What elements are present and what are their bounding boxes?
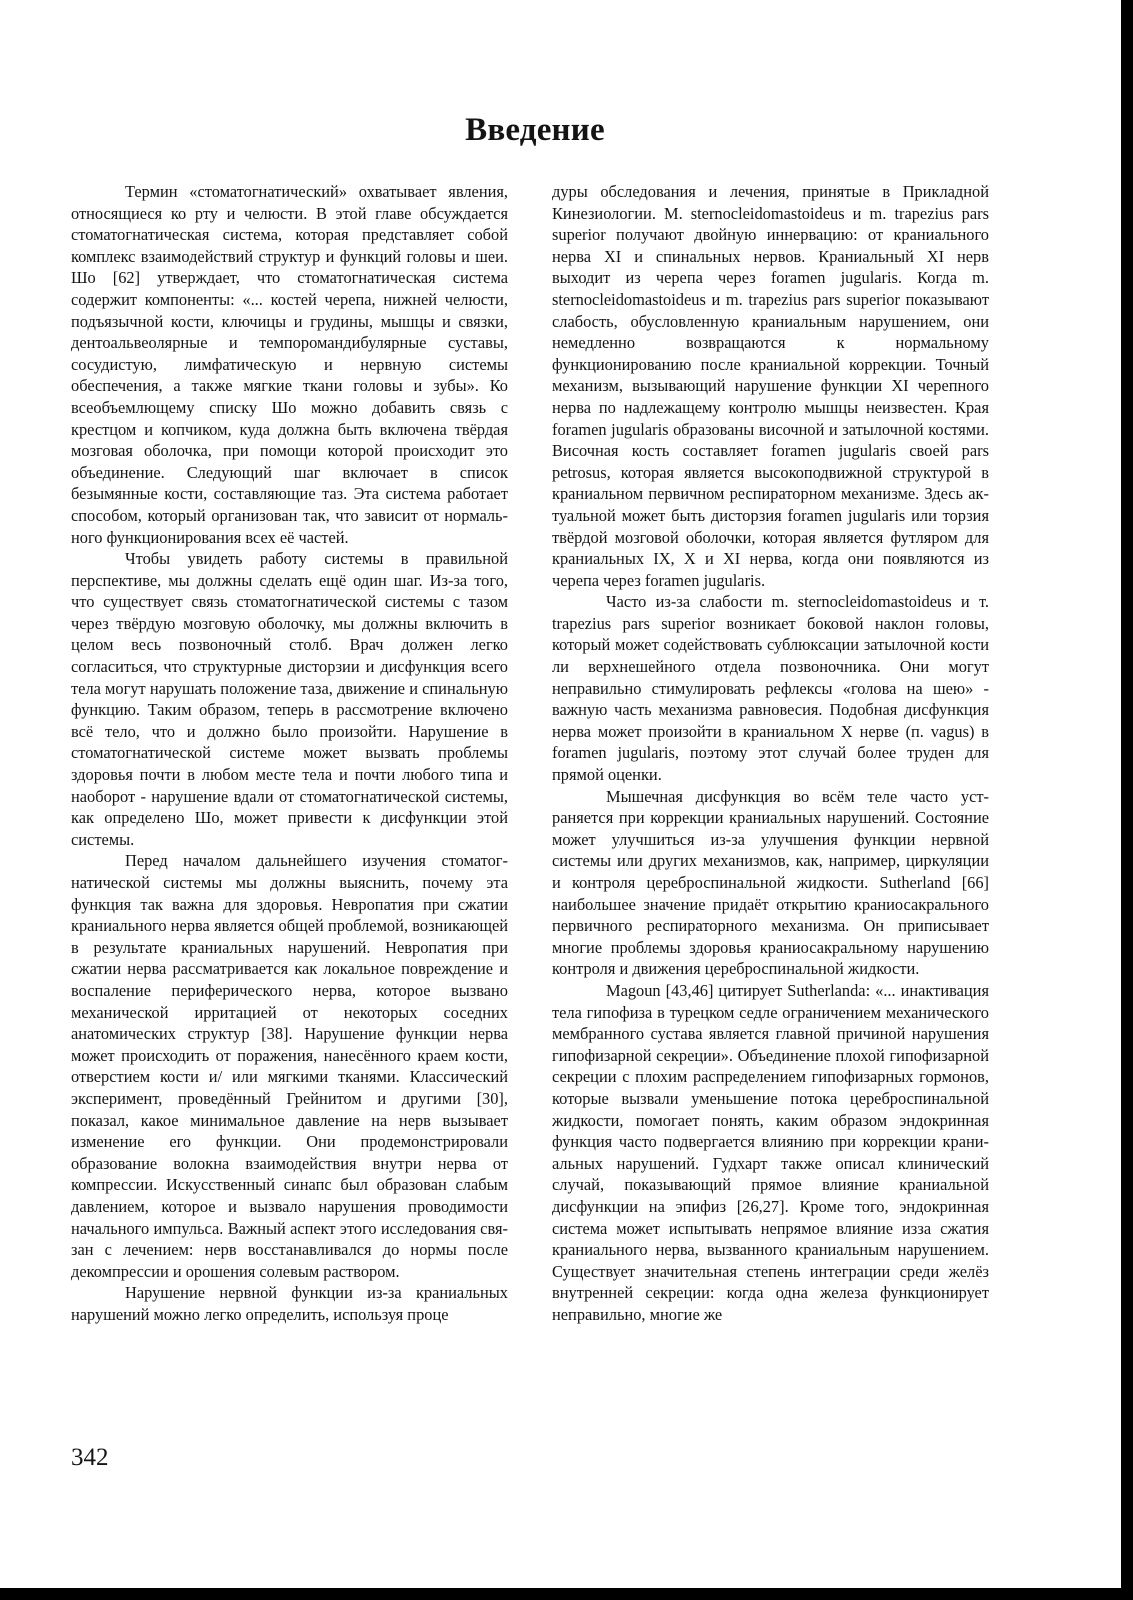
- paragraph-continuation: дуры обследования и лечения, принятые в Прикладной Кинезиологии. M. sternocleidomastoideus и m. trapezius pars superior получают двойную иннервацию: от краниального нерва XI и спинальных нервов. Краниальный XI нерв выходит из черепа через foramen jugularis. Когда m. sternocleidomastoideus и m. trapezius pars superior показывают слабость, обусловленную краниальным нарушением, они немедленно возвращаются к нормальному функционированию после краниальной коррекции. Точный механизм, вызывающий нарушение функции XI черепного нерва по надлежащему контролю мышцы неизвестен. Края foramen jugularis образованы височной и затылочной костями. Височная кость составляет foramen jugularis своей pars petrosus, которая является высокоподвижной структурой в краниальном первичном респираторном механизме. Здесь актуальной может быть дисторзия foramen jugularis или торзия твёрдой мозговой оболочки, которая является футляром для краниальных IX, X и XI нерва, когда они появляются из черепа через foramen jugularis.: [552, 182, 989, 590]
- page-number: 342: [71, 1444, 109, 1471]
- paragraph: Перед началом дальнейшего изучения стоматогнатической системы мы должны выяснить, почему эта функция так важна для здоровья. Невропатия при сжатии краниального нерва является общей проблемой, возникающей в результате краниальных нарушений. Невропатия при сжатии нерва рассматривается как локальное повреждение и воспаление периферического нерва, которое вызвано механической ирритацией от некоторых соседних анатомических структур [38]. Нарушение функции нерва может происходить от поражения, нанесённого краем кости, отверстием кости и/ или мягкими тканями. Классический эксперимент, проведённый Грейнитом и другими [30], показал, какое минимальное давление на нерв вызывает изменение его функции. Они продемонстрировали образование волокна взаимодействия внутри нерва от компрессии. Искусственный синапс был образован слабым давлением, которое и вызвало нарушения проводимости начального импульса. Важный аспект этого исследования связан с лечением: нерв восстанавливался до нормы после декомпрессии и орошения солевым раствором.: [71, 851, 508, 1281]
- page-title: Введение: [465, 112, 605, 148]
- paragraph: Нарушение нервной функции из-за краниальных нарушений можно легко определить, используя проце: [71, 1283, 508, 1324]
- scan-bottom-edge: [0, 1588, 1133, 1600]
- paragraph: Термин «стоматогнатический» охватывает явления, относящиеся ко рту и челюсти. В этой главе обсуждается стоматогнатическая система, которая представляет собой комплекс взаимодействий структур и функций головы и шеи. Шо [62] утверждает, что стоматогнатическая система содержит компоненты: «... костей черепа, нижней челюсти, подъязычной кости, ключицы и грудины, мышцы и связки, дентоальвеолярные и темпоромандибулярные суставы, сосудистую, лимфатическую и нервную системы обеспечения, а также мягкие ткани головы и зубы». Ко всеобъемлющему списку Шо можно добавить связь с крестцом и копчиком, куда должна быть включена твёрдая мозговая оболочка, при помощи которой происходит это объединение. Следующий шаг включает в список безымянные кости, составляющие таз. Эта система работает способом, который организован так, что зависит от нормального функционирования всех её частей.: [71, 182, 508, 547]
- paragraph: Мышечная дисфункция во всём теле часто устраняется при коррекции краниальных нарушений. Состояние может улучшиться из-за улучшения функции нервной системы или других механизмов, как, например, циркуляции и контроля цереброспинальной жидкости. Sutherland [66] наибольшее значение придаёт открытию краниосакрального первичного респираторного механизма. Он приписывает многие проблемы здоровья краниосакральному нарушению контроля и движения цереброспинальной жидкости.: [552, 786, 989, 979]
- paragraph: Часто из-за слабости m. sternocleidomastoideus и т. trapezius pars superior возникает боковой наклон головы, который может содействовать сублюксации затылочной кости ли верхнешейного отдела позвоночника. Они могут неправильно стимулировать рефлексы «голова на шею» - важную часть механизма равновесия. Подобная дисфункция нерва может произойти в краниальном X нерве (п. vagus) в foramen jugularis, поэтому этот случай более труден для прямой оценки.: [552, 592, 989, 785]
- right-column: [552, 181, 989, 1325]
- paragraph: Magoun [43,46] цитирует Sutherlanda: «... инактивация тела гипофиза в турецком седле ограничением механического мембранного сустава является главной причиной нарушения гипофизарной секреции». Объединение плохой гипофизарной секреции с плохим распределением гипофизарных гормонов, которые вызвали уменьшение потока цереброспинальной жидкости, помогает понять, каким образом эндокринная функция часто подвергается влиянию при коррекции краниальных нарушений. Гудхарт также описал клинический случай, показывающий прямое влияние краниальной дисфункции на эпифиз [26,27]. Кроме того, эндокринная система может испытывать непрямое влияние изза сжатия краниального нерва, вызванного краниальным нарушением. Существует значительная степень интеграции среди желёз внутренней секреции: когда одна железа функционирует неправильно, многие же: [552, 980, 989, 1324]
- paragraph: Чтобы увидеть работу системы в правильной перспективе, мы должны сделать ещё один шаг. Из-за того, что существует связь стоматогнатической системы с тазом через твёрдую мозговую оболочку, мы должны включить в целом весь позвоночный столб. Врач должен легко согласиться, что структурные дисторзии и дисфункция всего тела могут нарушать положение таза, движение и спинальную функцию. Таким образом, теперь в рассмотрение включено всё тело, что и должно было произойти. Нарушение в стоматогнатической системе может вызвать проблемы здоровья почти в любом месте тела и почти любого типа и наоборот - нарушение вдали от стоматогнатической системы, как определено Шо, может привести к дисфункции этой системы.: [71, 549, 508, 849]
- left-column: [71, 181, 508, 1325]
- scan-right-edge: [1121, 0, 1133, 1600]
